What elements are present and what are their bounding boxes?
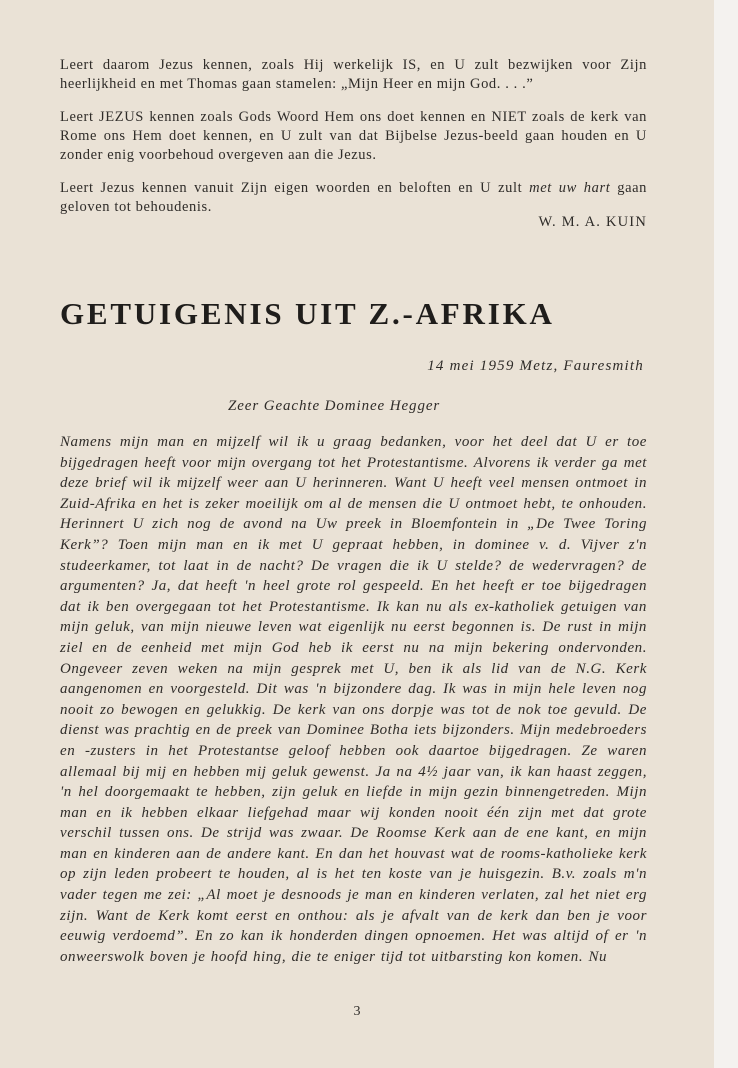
- article-heading: GETUIGENIS UIT Z.-AFRIKA: [60, 296, 555, 331]
- paragraph-1: [60, 56, 647, 94]
- paragraph-3-text-b: gaan geloven tot behoudenis.: [60, 180, 648, 215]
- letter-salutation: Zeer Geachte Dominee Hegger: [228, 398, 441, 414]
- page-number: 3: [353, 1004, 361, 1019]
- paragraph-3-text-a: Leert Jezus kennen vanuit Zijn eigen woorden en beloften en U zult: [60, 180, 530, 196]
- letter-body: Namens mijn man en mijzelf wil ik u graag bedanken, voor het deel dat U er toe bijgedragen heeft voor mijn overgang tot het Protestantisme. Alvorens ik verder ga met deze brief wil ik mijzelf weer aan U herinneren. Want U heeft veel mensen ontmoet in Zuid-Afrika en het is zeker moeilijk om al de mensen die U ontmoet hebt, te onhouden. Herinnert U zich nog de avond na Uw preek in Bloemfontein in „De Twee Toring Kerk”? Toen mijn man en ik met U gepraat hebben, in dominee v. d. Vijver z'n studeerkamer, tot laat in de nacht? De vragen die ik U stelde? de wedervragen? de argumenten? Ja, dat heeft 'n heel grote rol gespeeld. En het heeft er toe bijgedragen dat ik ben overgegaan tot het Protestantisme. Ik kan nu als ex-katholiek getuigen van mijn geluk, van mijn nieuwe leven wat eigenlijk nu eerst begonnen is. De rust in mijn ziel en de eenheid met mijn God heb ik eerst nu na mijn bekering ondervonden. Ongeveer zeven weken na mijn gesprek met U, ben ik als lid van de N.G. Kerk aangenomen en voorgesteld. Dit was 'n bijzondere dag. Ik was in mijn hele leven nog nooit zo bewogen en gelukkig. De kerk van ons dorpje was tot de nok toe gevuld. De dienst was prachtig en de preek van Dominee Botha iets bijzonders. Mijn medebroeders en -zusters in het Protestantse geloof hebben ook daartoe bijgedragen. Ze waren allemaal bij mij en hebben mij geluk gewenst. Ja na 4½ jaar van, ik kan haast zeggen, 'n hel doorgemaakt te hebben, zijn geluk en liefde in mijn gezin binnengetreden. Mijn man en ik hebben elkaar liefgehad maar wij konden nooit één zijn met dat grote verschil tussen ons. De strijd was zwaar. De Roomse Kerk aan de ene kant, en mijn man en kinderen aan de andere kant. En dan het houvast wat de rooms-katholieke kerk op zijn leden probeert te houden, al is het ten koste van je huisgezin. B.v. zoals m'n vader tegen me zei: „Al moet je desnoods je man en kinderen verlaten, zal het niet erg zijn. Want de Kerk komt eerst en onthou: als je afvalt van de kerk dan ben je voor eeuwig verdoemd”. En zo kan ik honderden dingen opnoemen. Het was altijd of er 'n onweerswolk boven je hoofd hing, die te eniger tijd tot uitbarsting kon komen. Nu: [60, 434, 647, 965]
- letter-dateline: 14 mei 1959 Metz, Fauresmith: [427, 358, 644, 374]
- paragraph-3-emphasis: met uw hart: [529, 180, 611, 196]
- page-edge: [714, 0, 738, 1068]
- paragraph-2: [60, 108, 647, 165]
- paragraph-2-text: Leert JEZUS kennen zoals Gods Woord Hem ons doet kennen en NIET zoals de kerk van Rome ons Hem doet kennen, en U zult van dat Bijbelse Jezus-beeld gaan houden en U zonder enig voorbehoud overgeven aan die Jezus.: [60, 109, 647, 163]
- paragraph-3: [60, 179, 647, 217]
- signature: W. M. A. KUIN: [538, 214, 647, 230]
- paragraph-1-text: Leert daarom Jezus kennen, zoals Hij werkelijk IS, en U zult bezwijken voor Zijn heerlijkheid en met Thomas gaan stamelen: „Mijn Heer en mijn God. . . .”: [60, 57, 647, 92]
- closing-section: [60, 56, 647, 232]
